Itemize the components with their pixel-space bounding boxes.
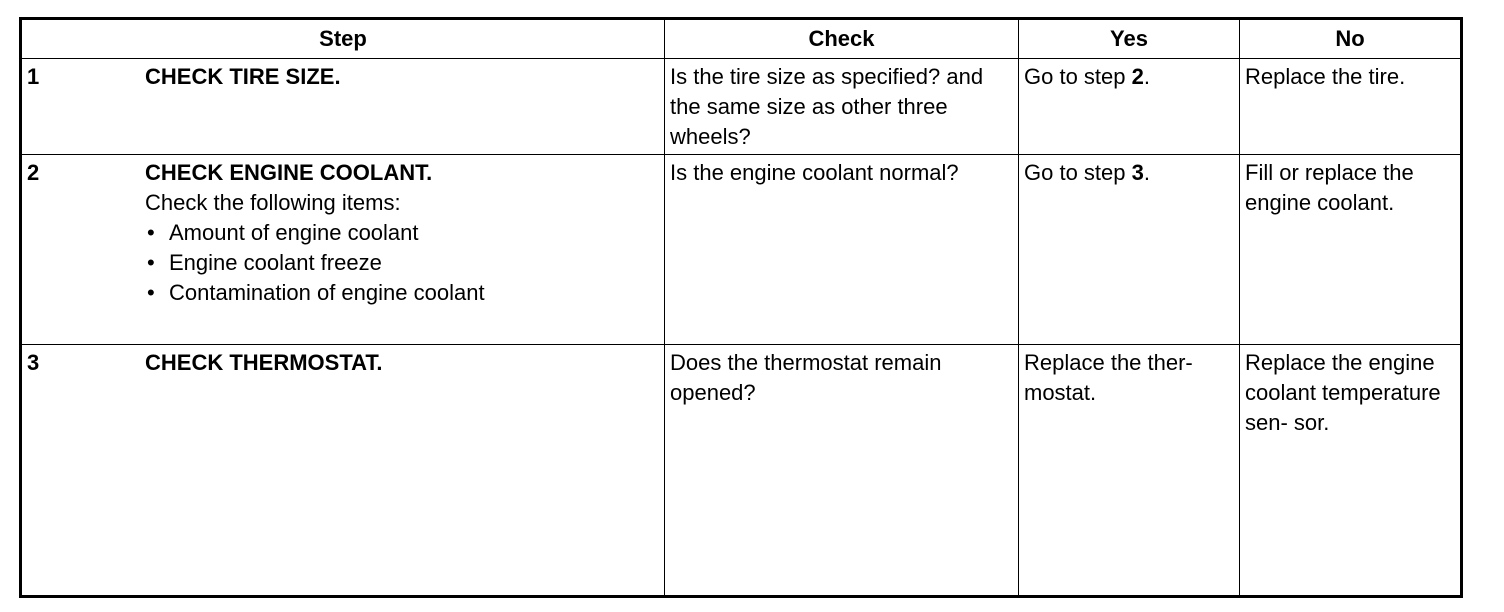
list-item: • Amount of engine coolant [145,218,659,248]
step-cell [21,59,665,155]
header-check: Check [665,19,1019,59]
step-number: 2 [27,160,40,185]
check-cell: Is the engine coolant normal? [665,155,1019,345]
step-title: CHECK THERMOSTAT. [145,350,383,375]
yes-step-ref: 2 [1131,64,1144,89]
yes-cell [1019,59,1240,155]
no-cell: Replace the tire. [1240,59,1462,155]
table-header-row [21,19,1462,59]
step-title: CHECK ENGINE COOLANT. [145,160,433,185]
step-number: 3 [27,350,40,375]
check-cell: Does the thermostat remain opened? [665,345,1019,597]
header-no: No [1240,19,1462,59]
check-items-list [145,218,659,308]
step-number: 1 [27,64,40,89]
list-item: • Contamination of engine coolant [145,278,659,308]
list-item: • Engine coolant freeze [145,248,659,278]
table-row [21,155,1462,345]
yes-suffix: . [1143,160,1150,185]
yes-prefix: Go to step [1024,160,1132,185]
yes-cell: Replace the ther- mostat. [1019,345,1240,597]
no-cell: Replace the engine coolant temperature sen- sor. [1240,345,1462,597]
step-subtitle: Check the following items: [145,190,401,215]
yes-suffix: . [1143,64,1150,89]
yes-step-ref: 3 [1131,160,1144,185]
check-cell: Is the tire size as specified? and the same size as other three wheels? [665,59,1019,155]
step-title: CHECK TIRE SIZE. [145,64,341,89]
no-cell: Fill or replace the engine coolant. [1240,155,1462,345]
step-cell [21,345,665,597]
yes-cell [1019,155,1240,345]
table-row [21,345,1462,597]
yes-prefix: Go to step [1024,64,1132,89]
table-row [21,59,1462,155]
header-step: Step [21,19,665,59]
header-yes: Yes [1019,19,1240,59]
step-cell [21,155,665,345]
diagnostic-table [19,17,1463,598]
